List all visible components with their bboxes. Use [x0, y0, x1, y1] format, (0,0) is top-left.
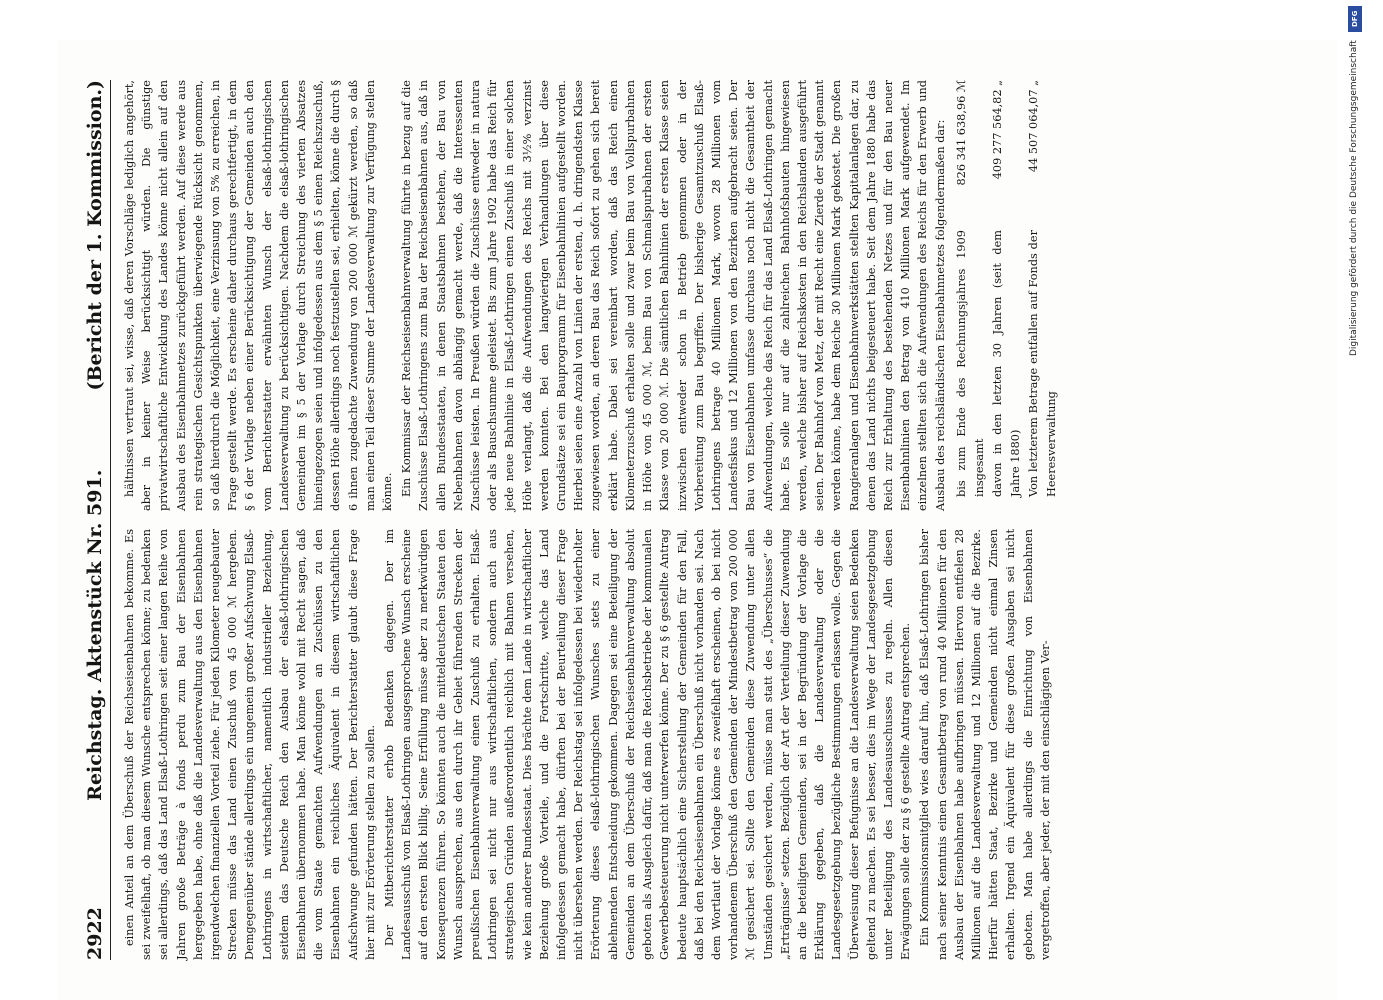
- two-column-body: [121, 80, 1061, 960]
- dfg-logo: DFG: [1348, 6, 1362, 32]
- paragraph: hältnissen vertraut sei, wisse, daß deren Vorschläge lediglich angehört, aber in keiner Weise berücksichtigt würden. Die günstige privatwirtschaftliche Entwicklung des Landes könne nicht allein auf den Ausbau des Eisenbahnnetzes zurückgeführt werden. Auf diese werde aus rein strategischen Gesichtspunkten überwiegende Rücksicht genommen, so daß hierdurch die Möglichkeit, eine Verzinsung von 5% zu erreichen, in Frage gestellt werde. Es erscheine daher durchaus gerechtfertigt, in dem § 6 der Vorlage neben einer Berücksichtigung der Gemeinden auch den vom Berichterstatter erwähnten Wunsch der elsaß-lothringischen Landesverwaltung zu berücksichtigen. Nachdem die elsaß-lothringischen Gemeinden im § 5 der Vorlage durch Streichung des vierten Absatzes hineingezogen seien und infolgedessen aus dem § 5 einen Reichszuschuß, dessen Höhe allerdings noch festzustellen sei, erhielten, könne die durch § 6 ihnen zugedachte Zuwendung von 200 000 ℳ gekürzt werden, so daß man einen Teil dieser Summe der Landesverwaltung zur Verfügung stellen könne.: [123, 80, 395, 511]
- table-row-value: 44 507 064,07 „: [1026, 80, 1040, 173]
- paragraph: Der Mitberichterstatter erhob Bedenken dagegen. Der im Landesausschuß von Elsaß-Lothringen ausgesprochene Wunsch erscheine auf den ersten Blick billig. Seine Erfüllung müsse aber zu merkwürdigen Konsequenzen führen. So könnten auch die mitteldeutschen Staaten den Wunsch aussprechen, aus den durch ihr Gebiet führenden Strecken der preußischen Eisenbahnverwaltung einen Zuschuß zu erhalten. Elsaß-Lothringen sei nicht nur aus wirtschaftlichen, sondern auch aus strategischen Gründen außerordentlich reichlich mit Bahnen versehen, wie kein anderer Bundesstaat. Dies brächte dem Lande in wirtschaftlicher Beziehung große Vorteile, und die Fortschritte, welche das Land infolgedessen gemacht habe, dürften bei der Beurteilung dieser Frage nicht übersehen werden. Der Reichstag sei infolgedessen bei wiederholter Erörterung dieses elsaß-lothringischen Wunsches stets zu einer ablehnenden Entscheidung gekommen. Dagegen sei eine Beteiligung der Gemeinden an dem Überschuß der Reichseisenbahnverwaltung absolut geboten als Ausgleich dafür, daß man die Reichsbetriebe der kommunalen Gewerbebesteuerung nicht unterwerfen könne. Der zu § 6 gestellte Antrag bedeute hauptsächlich eine Sicherstellung der Gemeinden für den Fall, daß bei den Reichseisenbahnen ein Überschuß nicht vorhanden sei. Nach dem Wortlaut der Vorlage könne es zweifelhaft erscheinen, ob bei nicht vorhandenem Überschuß den Gemeinden der Mindestbetrag von 200 000 ℳ gesichert sei. Sollte den Gemeinden diese Zuwendung unter allen Umständen gesichert werden, müsse man statt des „Überschusses“ die „Erträgnisse“ setzen. Bezüglich der Art der Verteilung dieser Zuwendung an die beteiligten Gemeinden, sei in der Begründung der Vorlage die Erklärung gegeben, daß die Landesverwaltung oder die Landesgesetzgebung bezügliche Bestimmungen erlassen wolle. Gegen die Überweisung dieser Befugnisse an die Landesverwaltung seien Bedenken geltend zu machen. Es sei besser, dies im Wege der Landesgesetzgebung unter Beteiligung des Landesausschusses zu regeln. Allen diesen Erwägungen solle der zu § 6 gestellte Antrag entsprechen.: [383, 529, 913, 960]
- table-row-label: davon in den letzten 30 Jahren (seit dem Jahre 1880): [990, 230, 1022, 497]
- running-header: [84, 80, 111, 960]
- digitization-sidebar: [1345, 0, 1367, 1000]
- table-row-value: 409 277 564,82 „: [990, 80, 1004, 180]
- table-row: [953, 80, 989, 511]
- table-row: [1025, 80, 1061, 511]
- expenditure-table: [953, 80, 1061, 511]
- header-section-label: (Bericht der 1. Kommission.): [84, 80, 106, 391]
- header-document-title: Reichstag. Aktenstück Nr. 591.: [84, 469, 106, 801]
- page-content: [84, 80, 1061, 960]
- page-number: 2922: [84, 907, 106, 960]
- table-row-label: bis zum Ende des Rechnungsjahres 1909 insgesamt: [954, 230, 986, 497]
- right-column: [121, 80, 1061, 511]
- paragraph: Ein Kommissar der Reichseisenbahnverwaltung führte in bezug auf die Zuschüsse Elsaß-Lothringens zum Bau der Reichseisenbahnen aus, daß in allen Bundesstaaten, in denen Staatsbahnen bestehen, der Bau von Nebenbahnen davon abhängig gemacht werde, daß die Interessenten Zuschüsse leisten. In Preußen würden die Zuschüsse entweder in natura oder als Bauschsumme geleistet. Bis zum Jahre 1902 habe das Reich für jede neue Bahnlinie in Elsaß-Lothringen einen Zuschuß in einer solchen Höhe verlangt, daß die Aufwendungen des Reichs mit 3½% verzinst werden konnten. Bei den langwierigen Verhandlungen über diese Grundsätze sei ein Bauprogramm für Eisenbahnlinien aufgestellt worden. Hierbei seien eine Anzahl von Linien der ersten, d. h. dringendsten Klasse zugewiesen worden, an deren Bau das Reich sofort zu gehen sich bereit erklärt habe. Dabei sei vereinbart worden, daß das Reich einen Kilometerzuschuß erhalten solle und zwar beim Bau von Vollspurbahnen in Höhe von 45 000 ℳ, beim Bau von Schmalspurbahnen der ersten Klasse von 20 000 ℳ. Die sämtlichen Bahnlinien der ersten Klasse seien inzwischen entweder schon in Betrieb genommen oder in der Vorbereitung zum Bau begriffen. Der bisherige Gesamtzuschuß Elsaß-Lothringens betrage 40 Millionen Mark, wovon 28 Millionen vom Landesfiskus und 12 Millionen von den Bezirken aufgebracht seien. Der Bau von Eisenbahnen umfasse durchaus noch nicht die Gesamtheit der Aufwendungen, welche das Reich für das Land Elsaß-Lothringen gemacht habe. Es solle nur auf die zahlreichen Bahnhofsbauten hingewiesen werden, welche bisher auf Reichskosten in den Reichslanden ausgeführt seien. Der Bahnhof von Metz, der mit Recht eine Zierde der Stadt genannt werden könne, habe dem Reiche 30 Millionen Mark gekostet. Die großen Rangieranlagen und Eisenbahnwerkstätten stellten Kapitalanlagen dar, zu denen das Land nichts beigesteuert habe. Seit dem Jahre 1880 habe das Reich zur Erhaltung des bestehenden Netzes und für den Bau neuer Eisenbahnlinien den Betrag von 410 Millionen Mark aufgewendet. Im einzelnen stellten sich die Aufwendungen des Reichs für den Erwerb und Ausbau des reichsländischen Eisenbahnnetzes folgendermaßen dar:: [400, 80, 947, 511]
- paragraph: einen Anteil an dem Überschuß der Reichseisenbahnen bekomme. Es sei zweifelhaft, ob man diesem Wunsche entsprechen könne; zu bedenken sei allerdings, daß das Land Elsaß-Lothringen seit einer langen Reihe von Jahren große Beträge à fonds perdu zum Bau der Eisenbahnen hergegeben habe, ohne daß die Landesverwaltung aus den Eisenbahnen irgendwelchen finanziellen Vorteil ziehe. Für jeden Kilometer neugebauter Strecken müsse das Land einen Zuschuß von 45 000 ℳ hergeben. Demgegenüber stände allerdings ein ungemein großer Aufschwung Elsaß-Lothringens in wirtschaftlicher, namentlich industrieller Beziehung, seitdem das Deutsche Reich den Ausbau der elsaß-lothringischen Eisenbahnen übernommen habe. Man könne wohl mit Recht sagen, daß die vom Staate gemachten Aufwendungen an Zuschüssen zu den Eisenbahnen ein reichliches Äquivalent in diesem wirtschaftlichen Aufschwunge gefunden hätten. Der Berichterstatter glaubt diese Frage hier mit zur Erörterung stellen zu sollen.: [123, 529, 377, 960]
- rotated-document-page: [58, 40, 1338, 1000]
- table-row-label: Von letzterem Betrage entfallen auf Fonds der Heeresverwaltung: [1026, 230, 1058, 497]
- table-row: [989, 80, 1025, 511]
- funding-credit: Digitalisierung gefördert durch die Deutsche Forschungsgemeinschaft: [1349, 40, 1359, 356]
- left-column: [121, 529, 1061, 960]
- paragraph: Ein Kommissionsmitglied wies darauf hin, daß Elsaß-Lothringen bisher nach seiner Kenntnis einen Gesamtbetrag von rund 40 Millionen für den Ausbau der Eisenbahnen habe aufbringen müssen. Hiervon entfielen 28 Millionen auf die Landesverwaltung und 12 Millionen auf die Bezirke. Hierfür hätten Staat, Bezirke und Gemeinden nicht einmal Zinsen erhalten. Irgend ein Äquivalent für diese großen Ausgaben sei nicht geboten. Man habe allerdings die Einrichtung von Eisenbahnen vergetroffen, aber jeder, der mit den einschlägigen Ver-: [918, 529, 1052, 960]
- table-row-value: 826 341 638,96 ℳ: [954, 80, 968, 186]
